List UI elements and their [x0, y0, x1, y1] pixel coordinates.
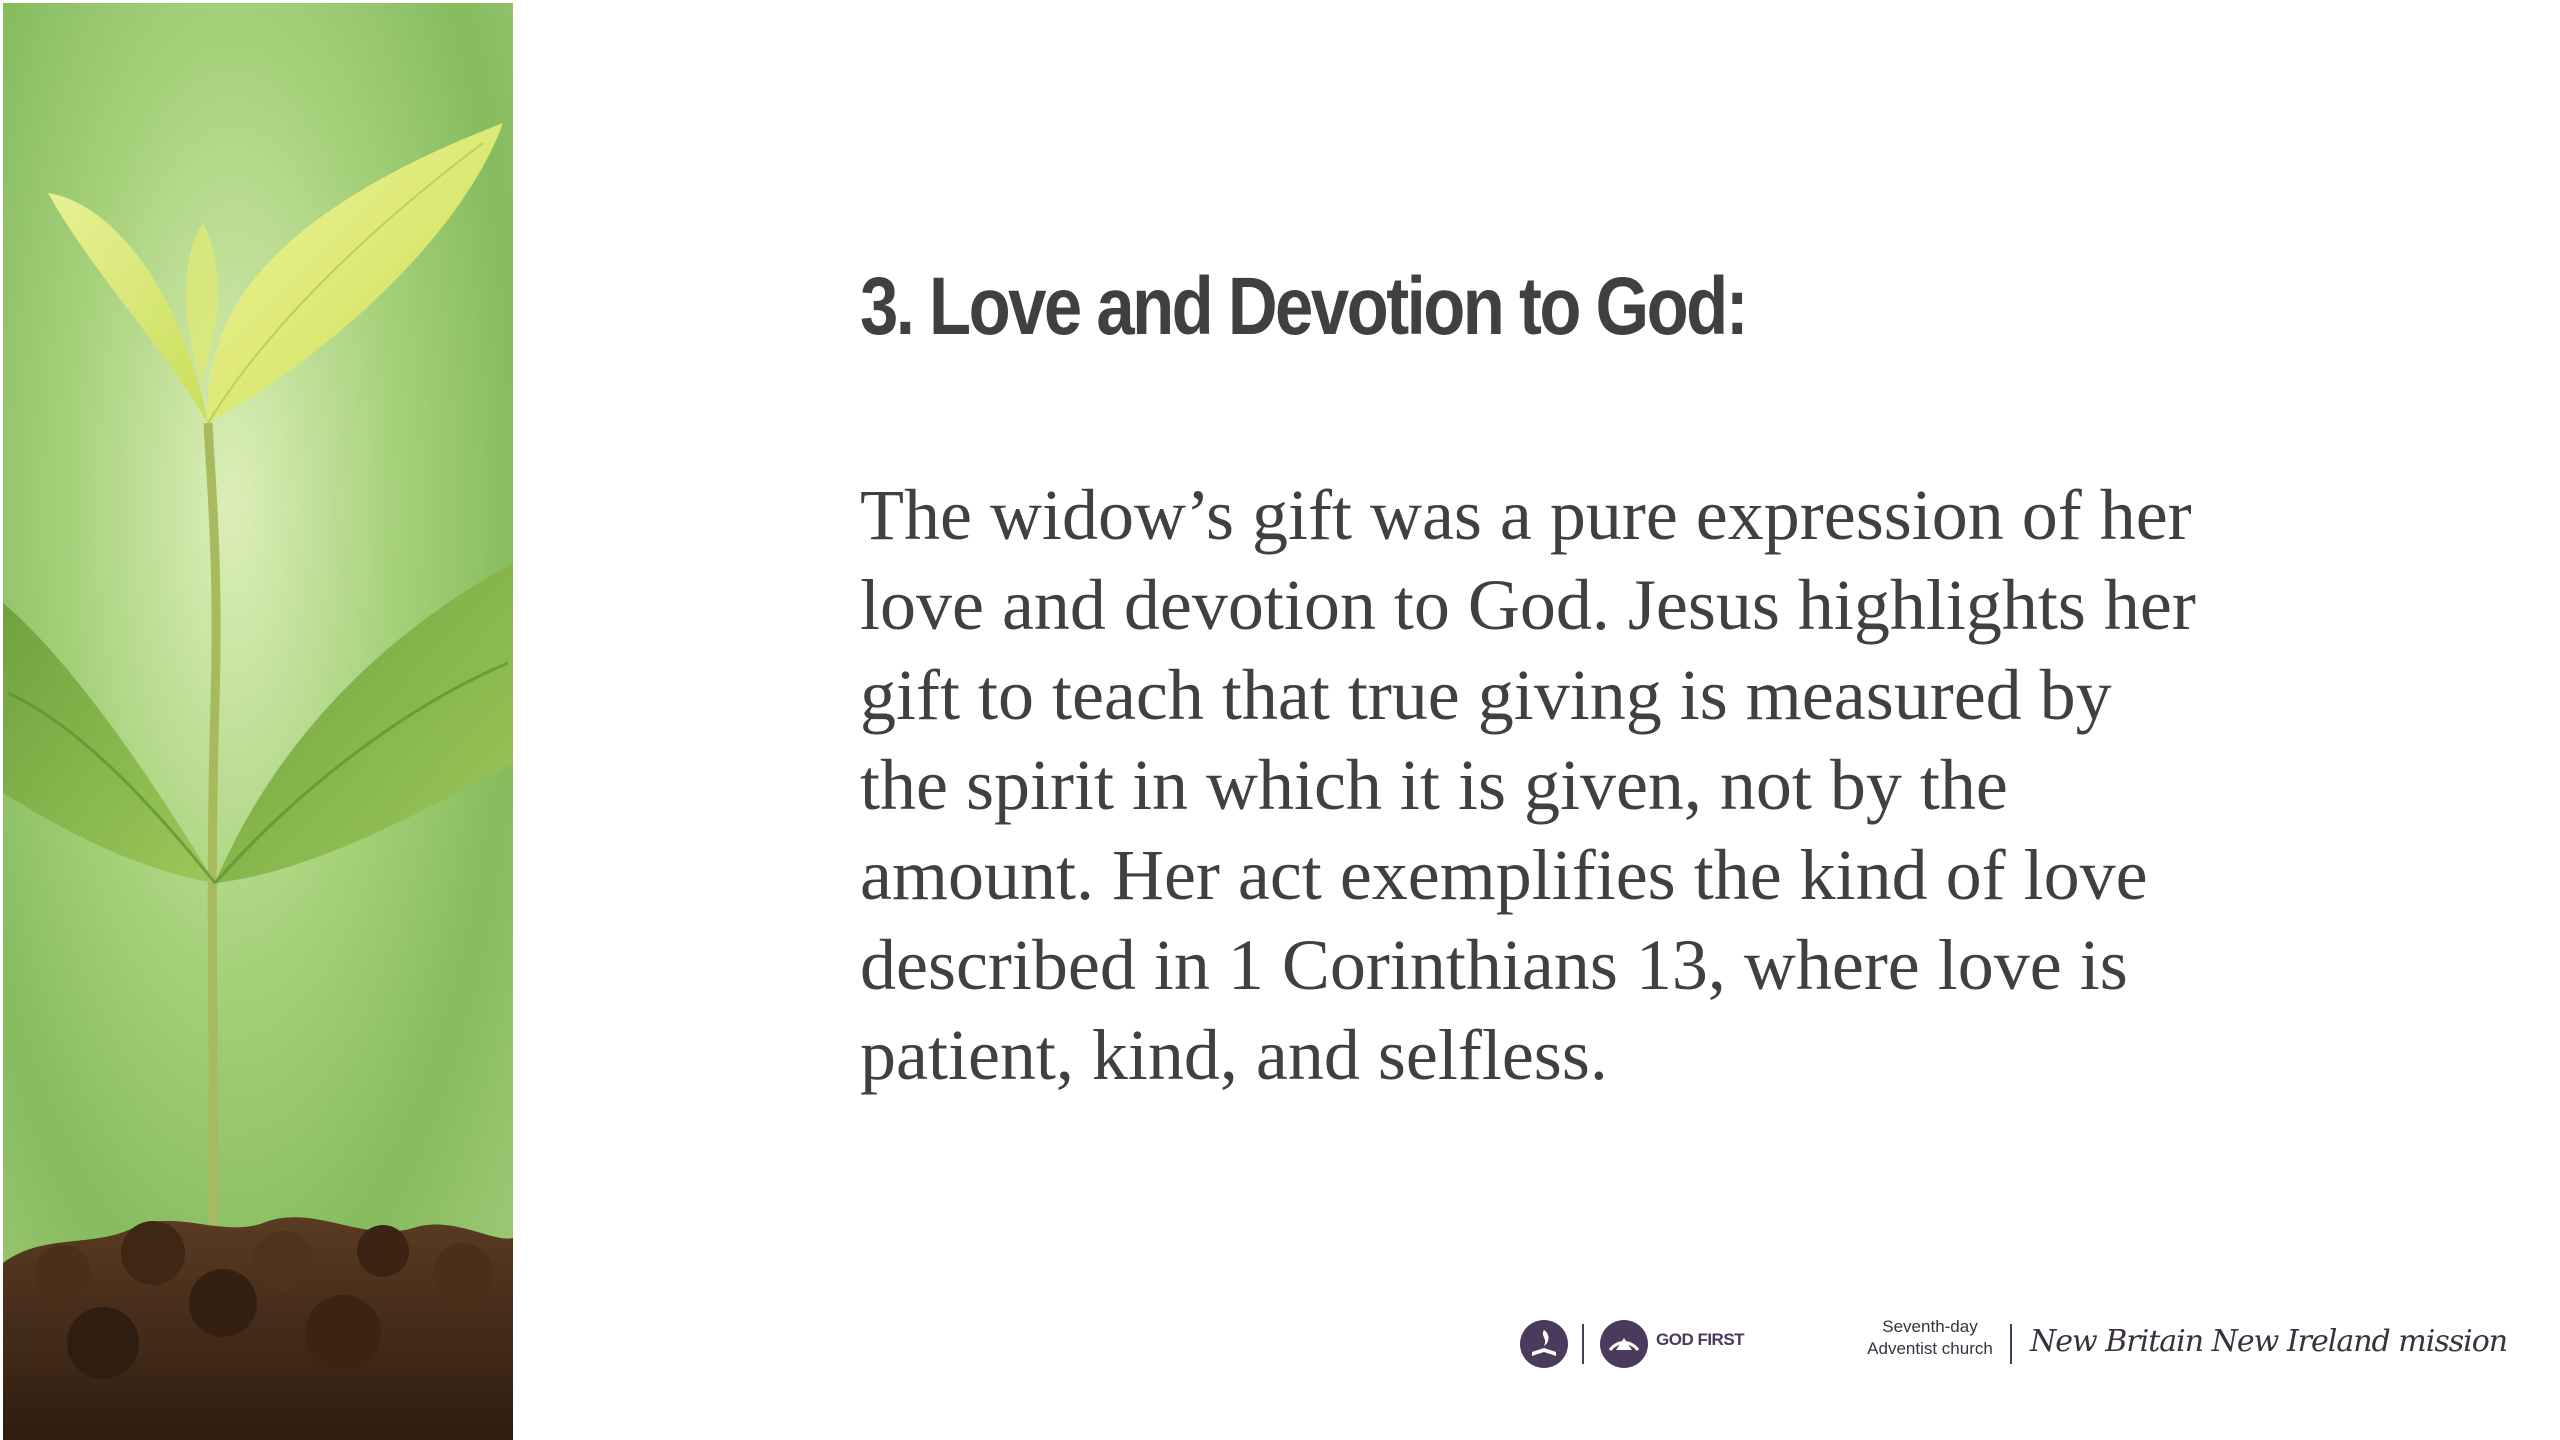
body-line: amount. Her act exemplifies the kind of love [860, 835, 2148, 915]
body-line: love and devotion to God. Jesus highlights her [860, 565, 2196, 645]
body-line: the spirit in which it is given, not by the [860, 745, 2008, 825]
footer-logos [1510, 1316, 2508, 1380]
slide-body [860, 470, 2330, 1100]
god-first-label: GOD FIRST [1656, 1330, 1745, 1349]
body-line: described in 1 Corinthians 13, where love is [860, 925, 2128, 1005]
body-line: The widow’s gift was a pure expression of her [860, 475, 2192, 555]
logo-divider [1582, 1324, 1584, 1364]
logo-divider [2010, 1324, 2012, 1364]
sda-flame-book-icon [1520, 1320, 1568, 1368]
sda-line-1: Seventh-day [1882, 1317, 1978, 1336]
seedling-illustration [3, 3, 513, 1440]
slide-title: 3. Love and Devotion to God: [860, 261, 1747, 352]
seedling-photo [3, 3, 513, 1440]
sda-line-2: Adventist church [1867, 1339, 1993, 1358]
mission-label: New Britain New Ireland mission [2030, 1324, 2508, 1359]
body-line: gift to teach that true giving is measured by [860, 655, 2112, 735]
body-line: patient, kind, and selfless. [860, 1015, 1608, 1095]
sda-church-label [1860, 1316, 2000, 1360]
god-first-emblem-icon [1600, 1320, 1648, 1368]
